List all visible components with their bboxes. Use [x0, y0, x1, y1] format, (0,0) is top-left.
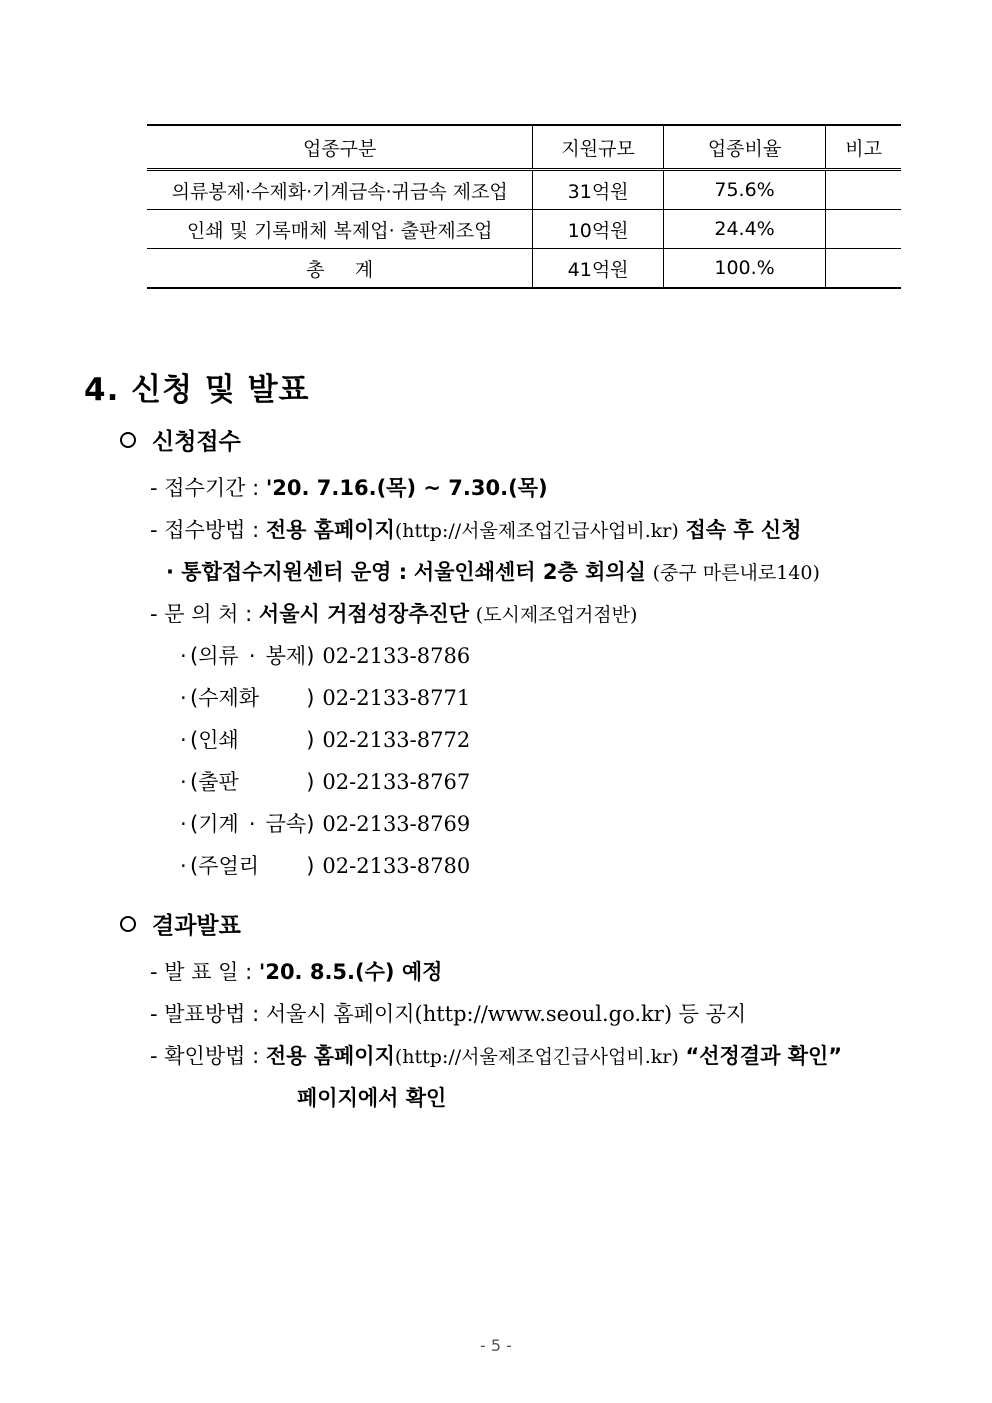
cell-support: 31억원: [533, 170, 663, 210]
contact-item: [180, 810, 470, 838]
contact-phone: 02-2133-8772: [322, 728, 471, 752]
contact-dot: ·: [180, 686, 187, 710]
contact-phone: 02-2133-8780: [322, 854, 471, 878]
result-heading-text: 결과발표: [152, 913, 241, 939]
contact-item: [180, 684, 470, 712]
section-number: 4.: [84, 372, 120, 408]
section-title-text: 신청 및 발표: [131, 372, 310, 408]
center-address: (중구 마른내로140): [652, 562, 820, 584]
header-industry: 업종구분: [147, 125, 533, 170]
paren-open: (: [190, 686, 199, 710]
contact-item: [180, 852, 470, 880]
contact-dept: 수제화: [198, 686, 260, 710]
paren-open: (: [190, 854, 199, 878]
result-heading: [120, 912, 241, 940]
center-label: · 통합접수지원센터 운영 :: [166, 560, 408, 584]
contact-phone: 02-2133-8769: [322, 812, 471, 836]
contact-phone: 02-2133-8767: [322, 770, 471, 794]
cell-industry: 인쇄 및 기록매체 복제업· 출판제조업: [147, 210, 533, 249]
apply-contact: [150, 600, 637, 629]
apply-period: [150, 474, 548, 502]
method-url: (http://서울제조업긴급사업비.kr): [394, 520, 679, 542]
paren-close: ): [306, 728, 315, 752]
cell-ratio: 75.6%: [663, 170, 825, 210]
result-method-value: 서울시 홈페이지(http://www.seoul.go.kr) 등 공지: [265, 1002, 747, 1026]
cell-total-label: [147, 249, 533, 289]
apply-heading: [120, 428, 241, 456]
center-value: 서울인쇄센터 2층 회의실: [413, 560, 646, 584]
contact-dept: 기계 · 금속: [198, 812, 307, 836]
result-check: [150, 1042, 842, 1071]
result-date-value: '20. 8.5.(수) 예정: [258, 960, 443, 984]
method-label: - 접수방법 :: [150, 518, 260, 542]
result-method: [150, 1000, 746, 1028]
method-value-b: 접속 후 신청: [685, 518, 802, 542]
cell-ratio: 24.4%: [663, 210, 825, 249]
contact-dot: ·: [180, 728, 187, 752]
table-total-row: [147, 249, 901, 289]
header-note: 비고: [826, 125, 901, 170]
contact-item: [180, 768, 470, 796]
paren-open: (: [190, 644, 199, 668]
apply-heading-text: 신청접수: [152, 429, 241, 455]
cell-note: [826, 210, 901, 249]
contact-dot: ·: [180, 770, 187, 794]
method-value-a: 전용 홈페이지: [265, 518, 395, 542]
contact-dot: ·: [180, 854, 187, 878]
contact-label: - 문 의 처 :: [150, 602, 253, 626]
contact-item: [180, 642, 470, 670]
paren-open: (: [190, 728, 199, 752]
table-row: [147, 170, 901, 210]
industry-support-table: [147, 124, 901, 289]
section-title: [84, 370, 309, 410]
contact-item: [180, 726, 470, 754]
page-number: - 5 -: [480, 1336, 512, 1355]
contact-dot: ·: [180, 644, 187, 668]
table-header-row: [147, 125, 901, 170]
contact-dept: 인쇄: [198, 728, 239, 752]
contact-dot: ·: [180, 812, 187, 836]
contact-value: 서울시 거점성장추진단: [258, 602, 470, 626]
apply-center: [166, 558, 820, 587]
total-label: 총계: [306, 258, 404, 281]
paren-close: ): [306, 812, 315, 836]
circle-bullet-icon: [120, 916, 136, 932]
result-date-label: - 발 표 일 :: [150, 960, 253, 984]
cell-total-ratio: 100.%: [663, 249, 825, 289]
apply-method: [150, 516, 802, 545]
cell-total-support: 41억원: [533, 249, 663, 289]
result-check-label: - 확인방법 :: [150, 1044, 260, 1068]
cell-industry: 의류봉제·수제화·기계금속·귀금속 제조업: [147, 170, 533, 210]
paren-open: (: [190, 770, 199, 794]
paren-open: (: [190, 812, 199, 836]
contact-dept: 의류 · 봉제: [198, 644, 307, 668]
header-support: 지원규모: [533, 125, 663, 170]
contact-phone: 02-2133-8786: [322, 644, 471, 668]
result-date: [150, 958, 442, 986]
check-value-b: “선정결과 확인”: [685, 1044, 843, 1068]
circle-bullet-icon: [120, 432, 136, 448]
check-value-a: 전용 홈페이지: [265, 1044, 395, 1068]
cell-support: 10억원: [533, 210, 663, 249]
period-label: - 접수기간 :: [150, 476, 260, 500]
contact-dept: 출판: [198, 770, 239, 794]
table-row: [147, 210, 901, 249]
period-value: '20. 7.16.(목) ~ 7.30.(목): [265, 476, 548, 500]
check-url: (http://서울제조업긴급사업비.kr): [394, 1046, 679, 1068]
check-value-c: 페이지에서 확인: [297, 1086, 447, 1110]
paren-close: ): [306, 644, 315, 668]
contact-phone: 02-2133-8771: [322, 686, 471, 710]
contact-dept: 주얼리: [198, 854, 260, 878]
paren-close: ): [306, 770, 315, 794]
contact-sub: (도시제조업거점반): [475, 604, 638, 626]
paren-close: ): [306, 686, 315, 710]
header-ratio: 업종비율: [663, 125, 825, 170]
cell-note: [826, 170, 901, 210]
paren-close: ): [306, 854, 315, 878]
result-method-label: - 발표방법 :: [150, 1002, 260, 1026]
cell-total-note: [826, 249, 901, 289]
